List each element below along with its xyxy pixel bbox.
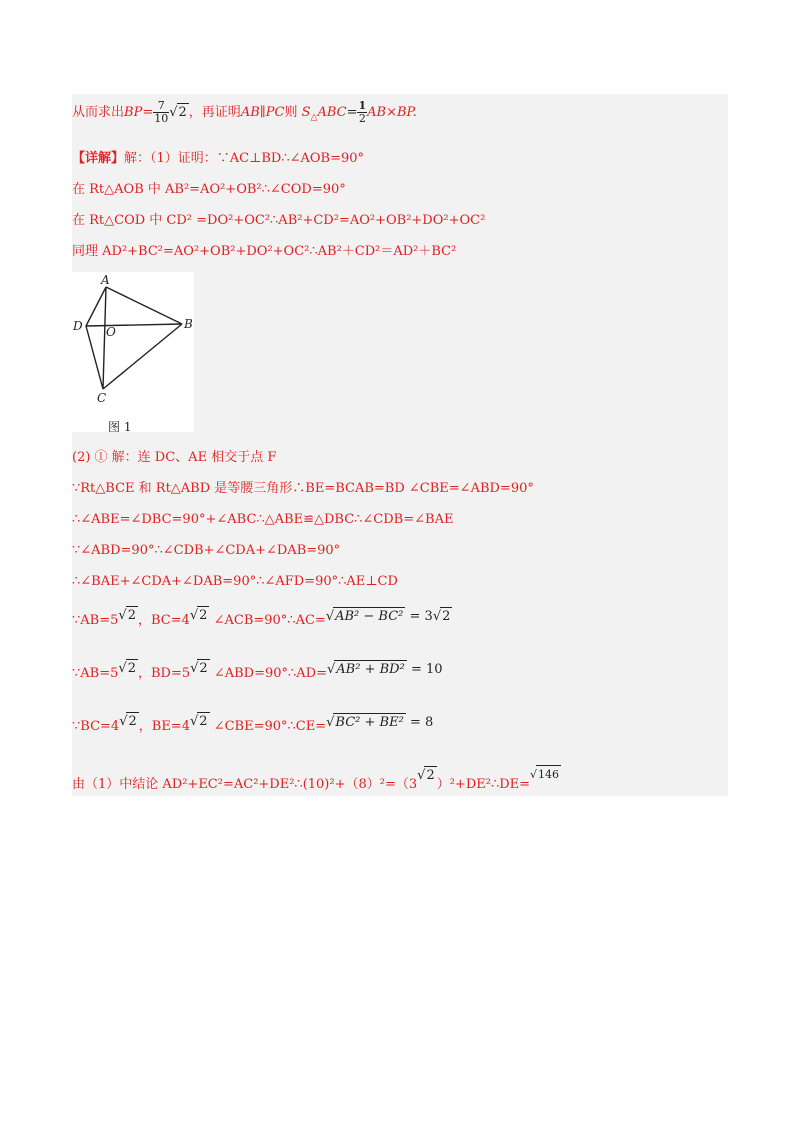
text-ad: ∠ABD=90°∴AD= [213, 666, 327, 681]
text-ab: ∵AB=5 [72, 666, 119, 681]
sqrt-2-a: √2 [118, 661, 136, 676]
edge-ab [106, 287, 182, 324]
line-isosceles: ∵Rt△BCE 和 Rt△ABD 是等腰三角形∴BE=BCAB=BD ∠CBE=∠ABD=90° [72, 481, 534, 496]
text-ac: ∠ACB=90°∴AC= [213, 613, 326, 628]
line-ce-length [72, 712, 433, 736]
result-ac: = 3 [409, 609, 433, 624]
text-equals: = [346, 105, 358, 120]
radicand: 2 [199, 714, 208, 729]
radicand: 146 [536, 765, 561, 784]
sqrt-2-a: √2 [119, 714, 137, 729]
text-then: 则 [284, 105, 298, 120]
line-rt-cod: 在 Rt△COD 中 CD² =DO²+OC²∴AB²+CD²=AO²+OB²+DO²+OC² [72, 213, 486, 228]
radicand: 2 [426, 768, 435, 783]
text-bc: ∵BC=4 [72, 719, 120, 734]
detail-text: 解：（1）证明：∵AC⊥BD∴∠AOB=90° [124, 151, 365, 166]
label-a: A [101, 273, 110, 287]
formula-ac: √AB² − BC² [325, 609, 404, 624]
line-ad-length [72, 659, 443, 683]
half-num: 1 [358, 99, 367, 112]
sqrt-2-a: √2 [118, 608, 136, 623]
radicand: BC² + BE² [335, 715, 404, 730]
sqrt-2-c: √2 [432, 609, 451, 624]
text-lead: 从而求出 [72, 105, 125, 120]
radicand: 2 [127, 661, 136, 676]
figure-caption: 图 1 [108, 420, 132, 434]
radicand: 2 [442, 609, 451, 624]
radicand: 2 [178, 105, 187, 120]
label-o: O [106, 325, 116, 339]
line-rt-aob: 在 Rt△AOB 中 AB²=AO²+OB²∴∠COD=90° [72, 182, 346, 197]
radicand: AB² − BC² [335, 609, 404, 624]
radicand: AB² + BD² [336, 662, 405, 677]
radicand: 2 [199, 608, 208, 623]
radical-sign: √ [169, 105, 178, 120]
sqrt-2-b: √2 [189, 608, 208, 623]
text-tail: AB×BP. [367, 105, 417, 120]
line-de-conclusion [72, 765, 561, 794]
line-congruent: ∴∠ABE=∠DBC=90°+∠ABC∴△ABE≌△DBC∴∠CDB=∠BAE [72, 512, 454, 527]
half-den: 2 [358, 112, 366, 125]
edge-ad [86, 287, 106, 326]
quadrilateral-diagram [72, 272, 194, 432]
line-angle-abd: ∵∠ABD=90°∴∠CDB+∠CDA+∠DAB=90° [72, 543, 341, 558]
label-b: B [184, 317, 193, 331]
text-bc: ，BC=4 [137, 613, 190, 628]
line-ac-length [72, 606, 452, 630]
text-bp: BP= [124, 105, 154, 120]
solution-panel [72, 94, 728, 796]
text-be: ，BE=4 [138, 719, 190, 734]
sqrt-146: √146 [530, 768, 561, 781]
text-s: S [301, 105, 311, 120]
text-ab: ∵AB=5 [72, 613, 119, 628]
edge-dc [86, 326, 103, 389]
text-de: ）²+DE²∴DE= [436, 777, 531, 792]
sqrt-2-b: √2 [189, 714, 208, 729]
fraction-1-2 [357, 100, 367, 125]
line-part-2: (2) ① 解：连 DC、AE 相交于点 F [72, 450, 277, 465]
text-ab-parallel-pc: AB∥PC [240, 105, 285, 120]
result-ce: = 8 [409, 715, 434, 730]
label-c: C [97, 391, 107, 405]
frac-den: 10 [154, 112, 169, 125]
text-bd: ，BD=5 [137, 666, 191, 681]
radicand: 2 [128, 714, 137, 729]
text-conclusion: 由（1）中结论 AD²+EC²=AC²+DE²∴(10)²+（8）²=（3 [72, 777, 418, 792]
line-perpendicular: ∴∠BAE+∠CDA+∠DAB=90°∴∠AFD=90°∴AE⊥CD [72, 574, 398, 589]
text-abc: ABC [317, 105, 347, 120]
frac-num: 7 [153, 100, 169, 113]
sqrt-2-b: √2 [190, 661, 208, 676]
text-mid: ，再证明 [188, 105, 241, 120]
diagonal-bd [86, 324, 182, 326]
figure-1 [72, 272, 194, 432]
sqrt-2: √2 [417, 768, 435, 783]
formula-ad: √AB² + BD² [327, 662, 405, 677]
line-detail-header [72, 150, 364, 168]
radicand: 2 [127, 608, 136, 623]
line-bp-derivation [72, 100, 417, 127]
fraction-7-10 [153, 100, 169, 125]
line-similarly: 同理 AD²+BC²=AO²+OB²+DO²+OC²∴AB²＋CD²＝AD²＋BC² [72, 244, 457, 259]
text-ce: ∠CBE=90°∴CE= [213, 719, 327, 734]
triangle-subscript: △ [310, 112, 318, 123]
result-ad: = 10 [410, 662, 443, 677]
detail-tag: 【详解】 [72, 151, 125, 166]
formula-ce: √BC² + BE² [326, 715, 404, 730]
label-d: D [73, 319, 83, 333]
radicand: 2 [199, 661, 208, 676]
